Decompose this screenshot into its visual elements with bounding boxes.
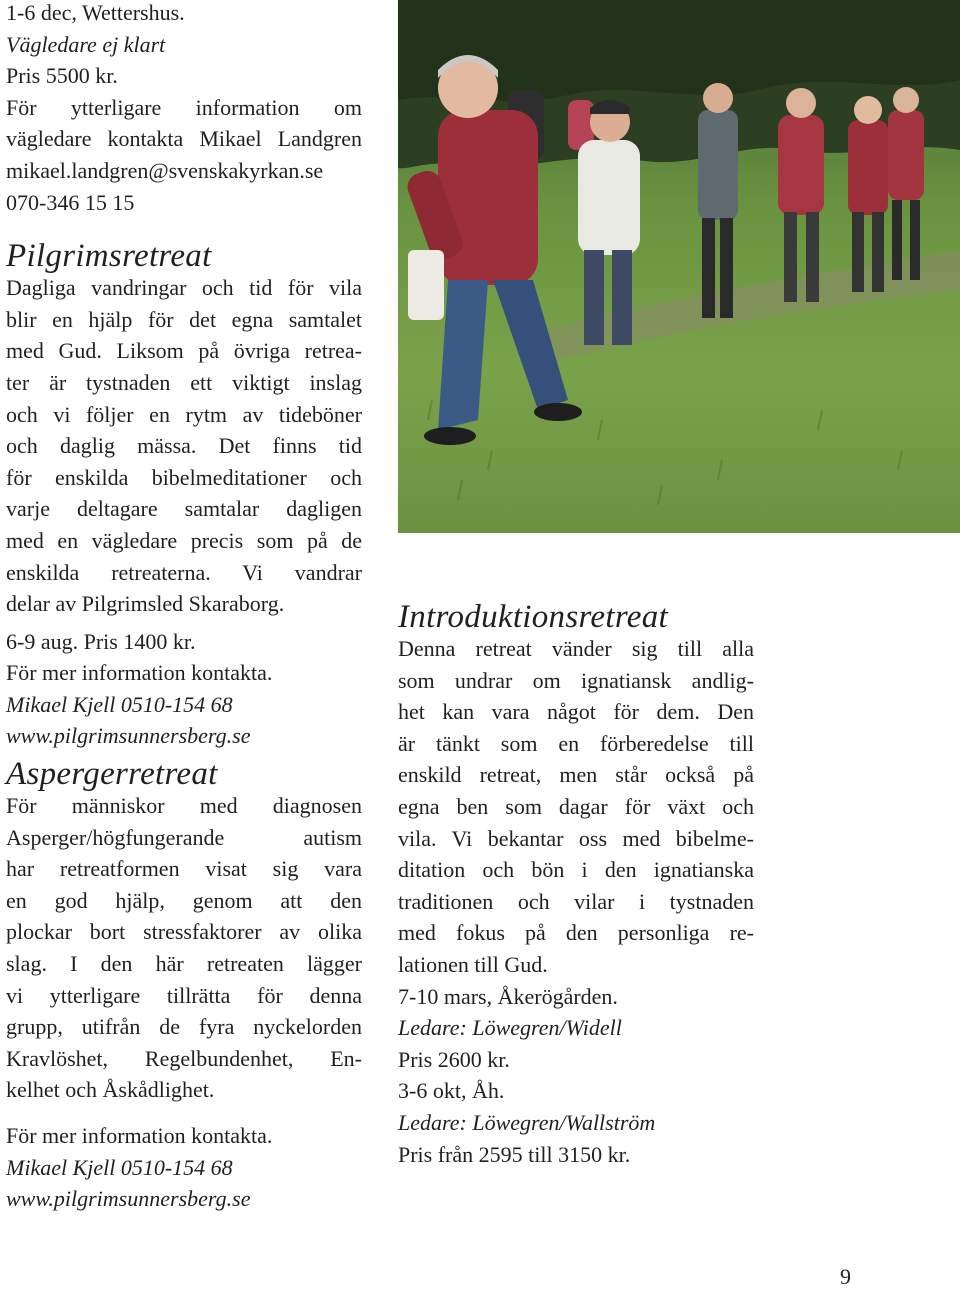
- leaders: Ledare: Löwegren/Widell: [398, 1015, 622, 1041]
- text-line: kelhet och Åskådlighet.: [6, 1077, 215, 1103]
- text-line: 1-6 dec, Wettershus.: [6, 0, 185, 25]
- intro-body: [398, 633, 754, 981]
- asperger-body: [6, 790, 362, 1106]
- text-line: egna ben som dagar för växt och: [398, 793, 754, 819]
- text-line: med en vägledare precis som på de: [6, 527, 362, 553]
- text-line: plockar bort stressfaktorer av olika: [6, 919, 362, 945]
- pilgrim-body: [6, 272, 362, 620]
- text-line: är tänkt som en förberedelse till: [398, 730, 754, 756]
- text-line: Asperger/högfungerande autism: [6, 824, 362, 850]
- text-line: För människor med diagnosen: [6, 793, 362, 819]
- text-line: varje deltagare samtalar dagligen: [6, 496, 362, 522]
- section-title: Introduktionsretreat: [398, 599, 668, 635]
- contact: Mikael Kjell 0510-154 68: [6, 691, 233, 717]
- text-line: slag. I den här retreaten lägger: [6, 951, 362, 977]
- asperger-details: [6, 1120, 362, 1215]
- text-line: Denna retreat vänder sig till alla: [398, 636, 754, 661]
- phone-number: 070-346 15 15: [6, 189, 135, 215]
- section-title: Pilgrimsretreat: [6, 238, 212, 275]
- text-line: och vi följer en rytm av tideböner: [6, 401, 362, 427]
- text-line: vägledare kontakta Mikael Landgren: [6, 126, 362, 152]
- text-line: har retreatformen visat sig vara: [6, 856, 362, 882]
- text-line: delar av Pilgrimsled Skaraborg.: [6, 591, 285, 617]
- text-line: ditation och bön i den ignatianska: [398, 857, 754, 883]
- info-block: [6, 92, 362, 218]
- price: Pris från 2595 till 3150 kr.: [398, 1141, 631, 1167]
- hikers-illustration: [398, 0, 960, 533]
- text-line: ter är tystnaden ett viktigt inslag: [6, 369, 362, 395]
- website-link[interactable]: www.pilgrimsunnersberg.se: [6, 1186, 251, 1212]
- text-line: enskild retreat, men står också på: [398, 762, 754, 788]
- text-line: För ytterligare information om: [6, 94, 362, 120]
- text-line: som undrar om ignatiansk andlig-: [398, 667, 754, 693]
- text-line: och daglig mässa. Det finns tid: [6, 433, 362, 459]
- text-line: het kan vara något för dem. Den: [398, 699, 754, 725]
- more-info: För mer information kontakta.: [6, 660, 273, 686]
- text-line: traditionen och vilar i tystnaden: [398, 888, 754, 914]
- contact: Mikael Kjell 0510-154 68: [6, 1154, 233, 1180]
- text-line: med fokus på den personliga re-: [398, 920, 754, 946]
- more-info: För mer information kontakta.: [6, 1123, 273, 1148]
- date: 3-6 okt, Åh.: [398, 1078, 505, 1104]
- pilgrim-details: [6, 626, 362, 752]
- section-title: Aspergerretreat: [6, 756, 218, 793]
- intro-details: [398, 981, 754, 1171]
- text-line: grupp, utifrån de fyra nyckelorden: [6, 1014, 362, 1040]
- date-price: 6-9 aug. Pris 1400 kr.: [6, 628, 196, 654]
- text-line: Pris 5500 kr.: [6, 63, 118, 89]
- left-column: [6, 0, 362, 1215]
- page-number: 9: [840, 1264, 851, 1289]
- text-line: för enskilda bibelmeditationer och: [6, 464, 362, 490]
- leaders: Ledare: Löwegren/Wallström: [398, 1109, 656, 1135]
- price: Pris 2600 kr.: [398, 1046, 510, 1072]
- website-link[interactable]: www.pilgrimsunnersberg.se: [6, 723, 251, 749]
- text-line: blir en hjälp för det egna samtalet: [6, 306, 362, 332]
- hikers-photo: [398, 0, 960, 533]
- text-line: med Gud. Liksom på övriga retrea-: [6, 338, 362, 364]
- date: 7-10 mars, Åkerögården.: [398, 983, 618, 1009]
- text-line: Kravlöshet, Regelbundenhet, En-: [6, 1045, 362, 1071]
- text-line: en god hjälp, genom att den: [6, 887, 362, 913]
- text-line: vi ytterligare tillrätta för denna: [6, 982, 362, 1008]
- text-line: vila. Vi bekantar oss med bibelme-: [398, 825, 754, 851]
- text-line: Vägledare ej klart: [6, 31, 166, 57]
- dates-block: [6, 0, 362, 92]
- right-column: [398, 597, 754, 1170]
- email-link[interactable]: mikael.landgren@svenskakyrkan.se: [6, 157, 324, 183]
- text-line: enskilda retreaterna. Vi vandrar: [6, 559, 362, 585]
- text-line: lationen till Gud.: [398, 951, 548, 977]
- text-line: Dagliga vandringar och tid för vila: [6, 275, 362, 301]
